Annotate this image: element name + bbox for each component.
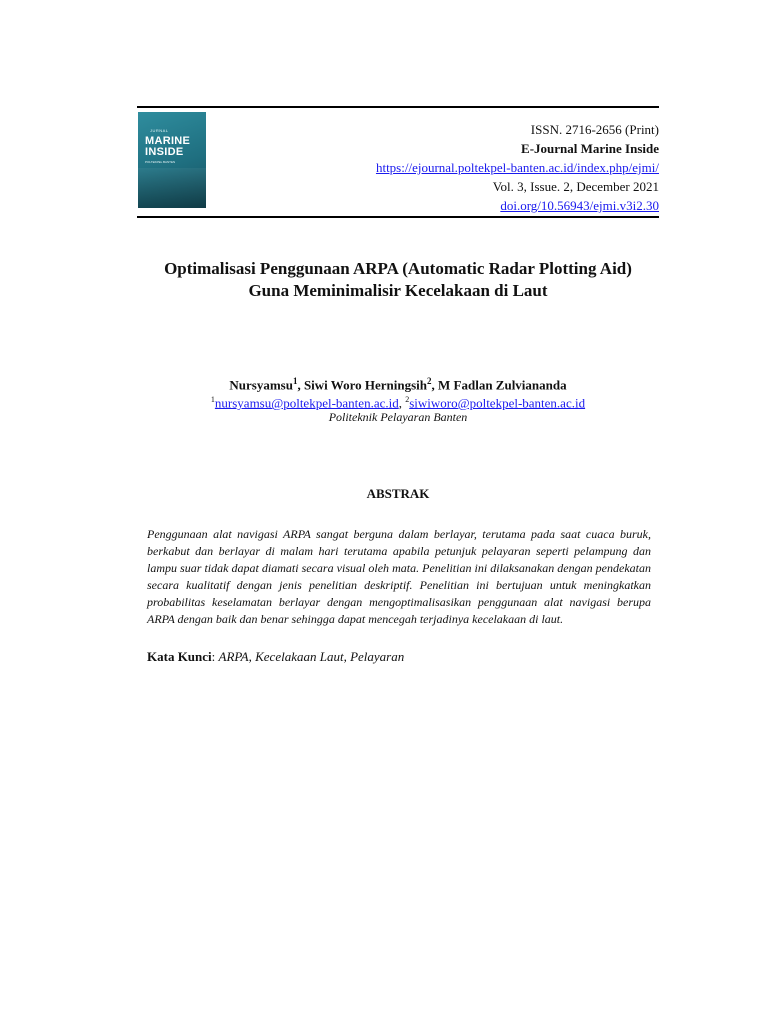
header-bottom-rule [137, 216, 659, 218]
doi-link[interactable]: doi.org/10.56943/ejmi.v3i2.30 [500, 198, 659, 213]
volume-issue: Vol. 3, Issue. 2, December 2021 [492, 179, 659, 194]
issn: ISSN. 2716-2656 (Print) [530, 122, 659, 137]
paper-title [137, 258, 659, 302]
cover-title-inside: INSIDE [145, 146, 184, 158]
email-separator: , [398, 395, 406, 411]
cover-small-text: JURNAL [150, 128, 169, 133]
author-1: Nursyamsu [229, 377, 293, 393]
keywords-value: ARPA, Kecelakaan Laut, Pelayaran [218, 649, 405, 664]
author-1-mark: 1 [292, 376, 298, 386]
abstract-heading: ABSTRAK [366, 486, 430, 501]
journal-meta [376, 120, 659, 215]
keywords-colon: : [211, 649, 219, 664]
cover-wave-graphic [138, 168, 206, 208]
journal-url-link[interactable]: https://ejournal.poltekpel-banten.ac.id/index.php/ejmi/ [375, 160, 659, 175]
author-3: M Fadlan Zulviananda [438, 377, 567, 393]
cover-subtitle: POLTEKPEL BANTEN [145, 160, 176, 164]
title-line-1: Optimalisasi Penggunaan ARPA (Automatic Radar Plotting Aid) [164, 259, 632, 278]
keywords [147, 649, 404, 665]
email-1-link[interactable]: nursyamsu@poltekpel-banten.ac.id [214, 395, 399, 411]
keywords-label: Kata Kunci [147, 649, 212, 664]
author-separator: , [431, 377, 439, 393]
author-2: Siwi Woro Herningsih [303, 377, 428, 393]
cover-title-marine: MARINE [145, 135, 191, 147]
title-line-2: Guna Meminimalisir Kecelakaan di Laut [248, 281, 548, 300]
email-2-link[interactable]: siwiworo@poltekpel-banten.ac.id [409, 395, 586, 411]
affiliation: Politeknik Pelayaran Banten [328, 410, 468, 424]
journal-cover-image [138, 112, 206, 208]
header-top-rule [137, 106, 659, 108]
author-separator: , [297, 377, 304, 393]
email-2-mark: 2 [405, 395, 410, 404]
abstract-body: Penggunaan alat navigasi ARPA sangat berguna dalam berlayar, terutama pada saat cuaca buruk, berkabut dan berlayar di malam hari terutama apabila petunjuk pelayaran seperti pelampung dan lampu suar tidak dapat diamati secara visual oleh mata. Penelitian ini dilaksanakan dengan pendekatan secara kualitatif dengan jenis penelitian deskriptif. Penelitian ini bertujuan untuk meningkatkan probabilitas keselamatan berlayar dengan mengoptimalisasikan penggunaan alat navigasi berupa ARPA dengan baik dan benar sehingga dapat mencegah terjadinya kecelakaan di laut. [147, 527, 651, 626]
author-2-mark: 2 [427, 376, 432, 386]
journal-name: E-Journal Marine Inside [521, 141, 659, 156]
email-1-mark: 1 [210, 395, 215, 404]
